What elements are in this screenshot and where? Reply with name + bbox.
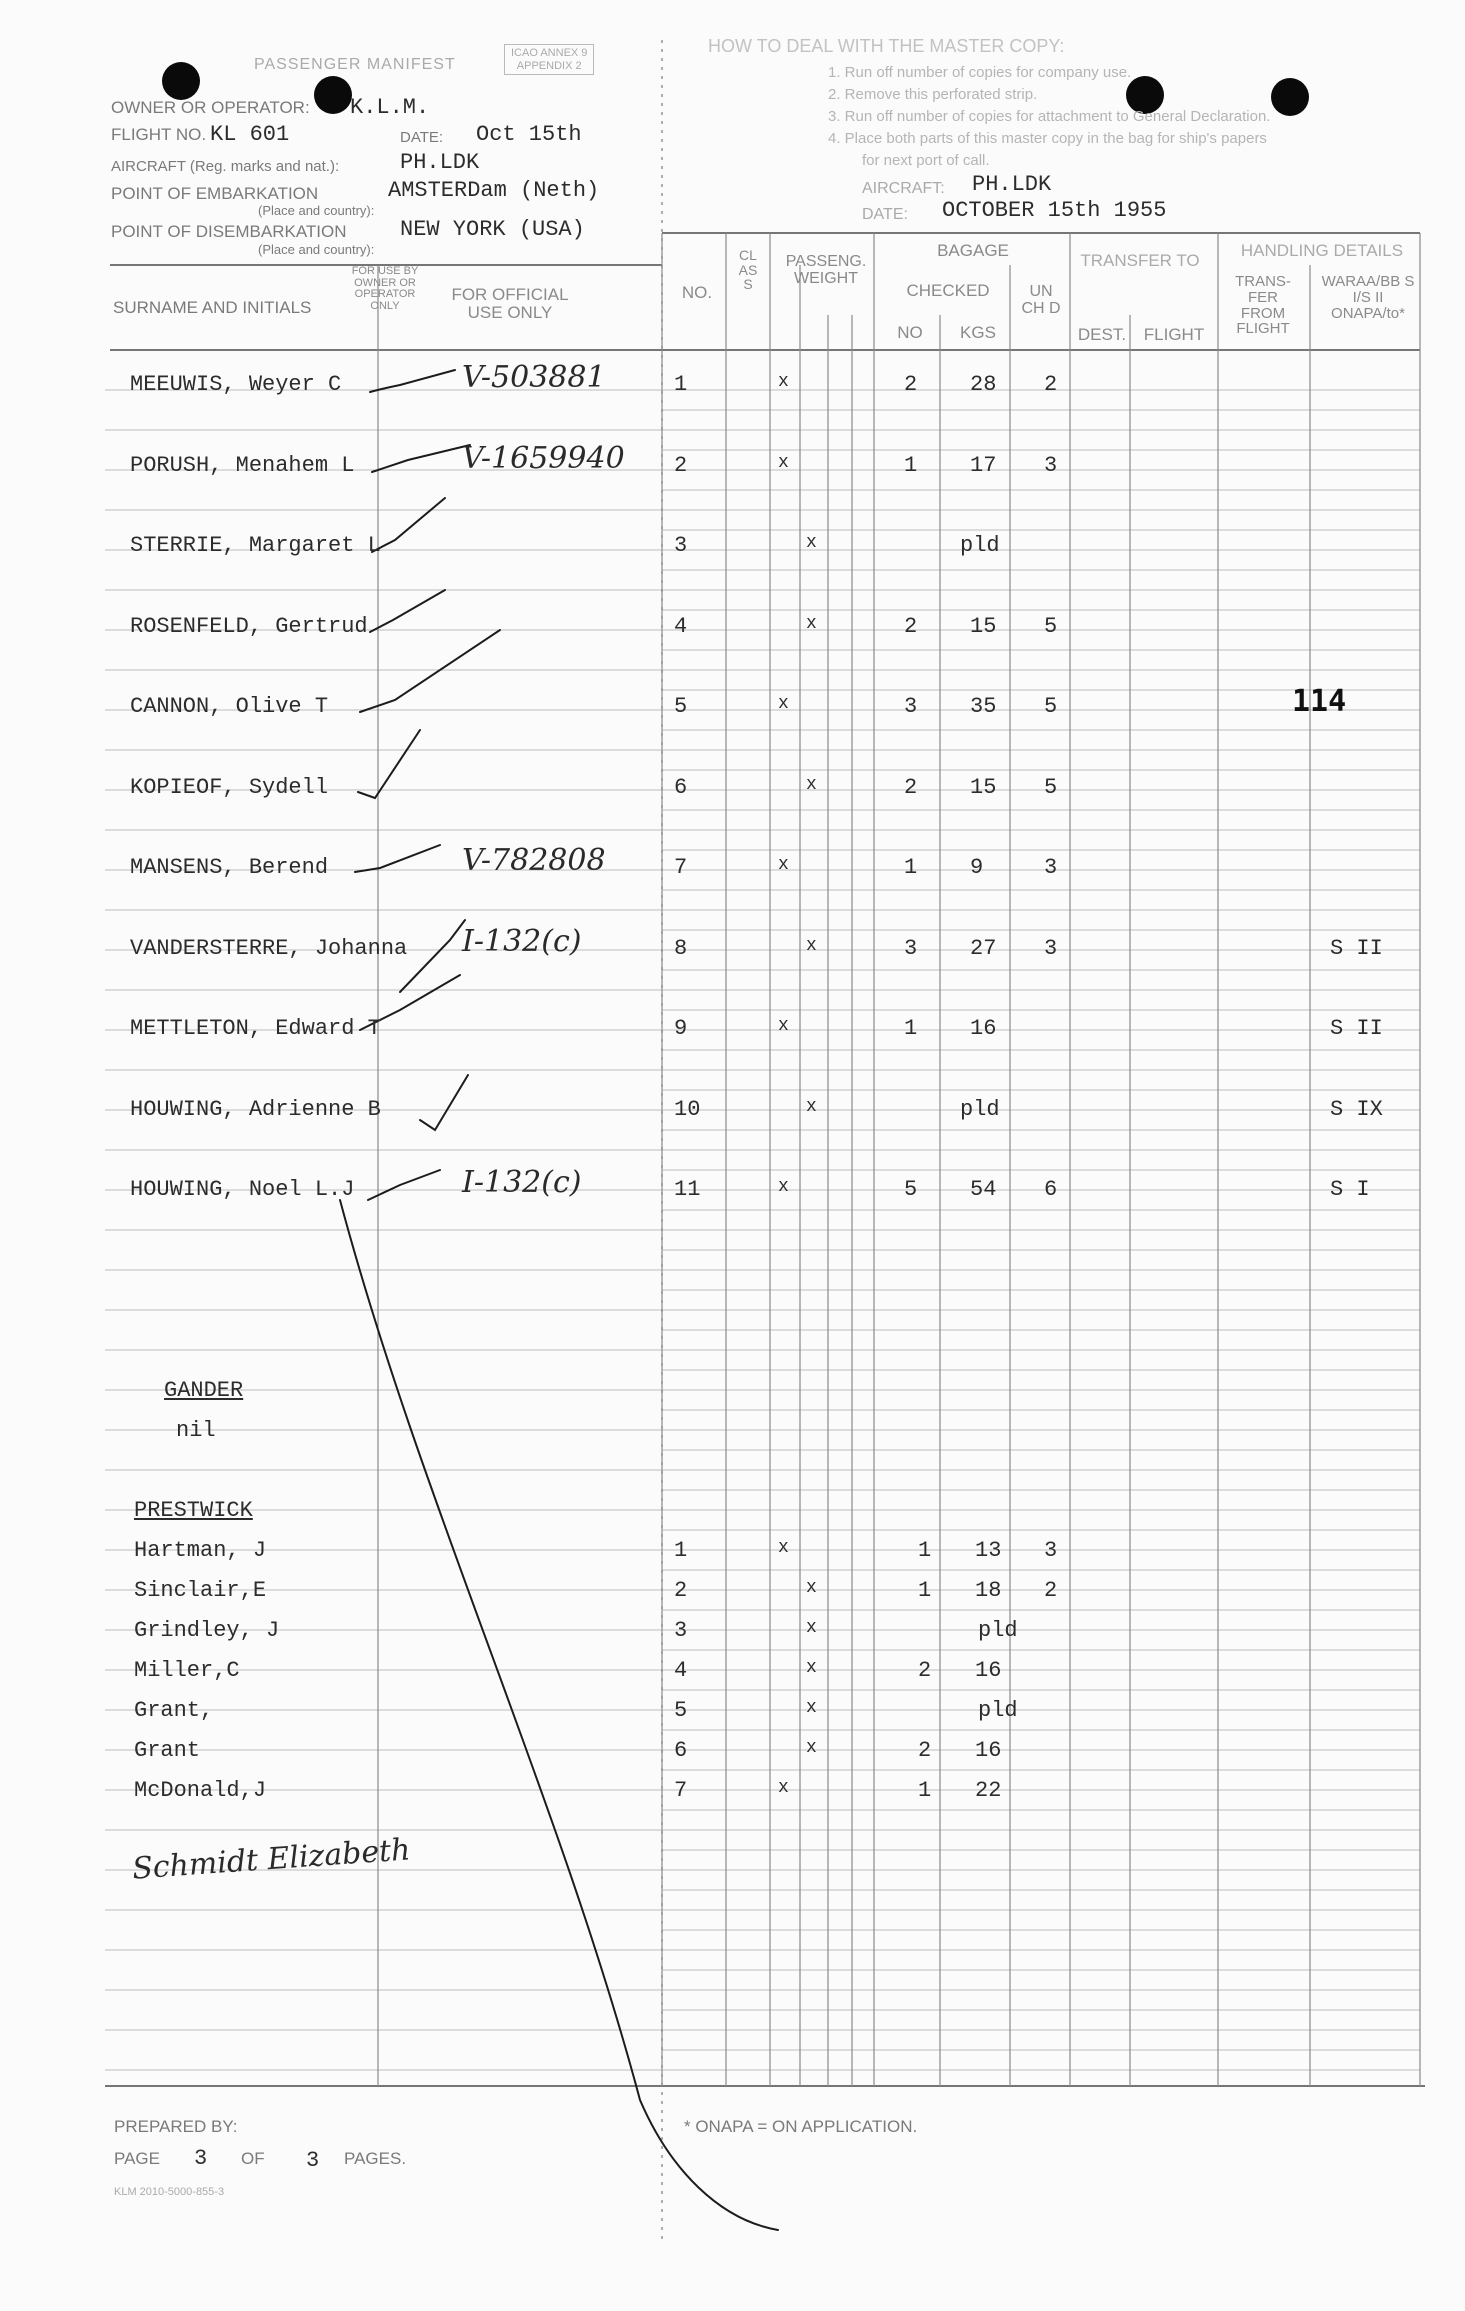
bag-unchecked: 2	[1044, 372, 1058, 397]
prestwick-unchecked: 3	[1044, 1538, 1058, 1563]
aircraft-label: AIRCRAFT (Reg. marks and nat.):	[111, 158, 340, 175]
header-unchd: UN CH D	[1021, 283, 1061, 317]
prestwick-class: x	[806, 1698, 817, 1718]
page-value: 3	[194, 2146, 208, 2171]
date-label: DATE:	[400, 129, 444, 146]
prestwick-kgs: 13	[975, 1538, 1002, 1563]
prestwick-no: 5	[674, 1698, 688, 1723]
prestwick-kgs: 16	[975, 1658, 1002, 1683]
prestwick-bag-count: 1	[918, 1578, 932, 1603]
header-no: NO.	[681, 283, 713, 302]
prestwick-no: 1	[674, 1538, 688, 1563]
header-bagage: BAGAGE	[937, 241, 1009, 260]
official-use-note: V-1659940	[462, 440, 625, 476]
bag-kgs: 17	[970, 452, 997, 478]
instruction-item: 4. Place both parts of this master copy in the bag for ship's papers	[828, 130, 1267, 147]
passenger-class: x	[778, 452, 789, 473]
of-label: OF	[241, 2149, 265, 2168]
passenger-no: 10	[674, 1096, 701, 1122]
instructions-title: HOW TO DEAL WITH THE MASTER COPY:	[708, 36, 1065, 56]
passenger-no: 9	[674, 1016, 688, 1041]
bag-count: 2	[904, 613, 918, 639]
header-waraa: WARAA/BB S I/S II ONAPA/to*	[1321, 273, 1415, 322]
bag-unchecked: 5	[1044, 774, 1058, 800]
handling-detail: S IX	[1330, 1096, 1383, 1122]
header-for-use: FOR USE BY OWNER OR OPERATOR ONLY	[351, 265, 419, 312]
header-class: CLASS	[738, 247, 758, 293]
instruction-item: 1. Run off number of copies for company use.	[828, 64, 1132, 81]
disembark-label: POINT OF DISEMBARKATION	[111, 222, 347, 241]
disembark-sub: (Place and country):	[258, 242, 375, 257]
header-kgs: KGS	[960, 323, 996, 342]
handling-detail: S II	[1330, 935, 1383, 961]
bag-kgs: 54	[970, 1177, 997, 1202]
bag-unchecked: 6	[1044, 1177, 1058, 1202]
bag-count: 1	[904, 855, 918, 880]
passenger-class: x	[806, 774, 817, 795]
bag-unchecked: 3	[1044, 452, 1058, 478]
prepared-by-label: PREPARED BY:	[114, 2117, 238, 2136]
embark-value: AMSTERDam (Neth)	[388, 178, 600, 203]
prestwick-name: Grindley, J	[134, 1618, 280, 1643]
bag-count: 2	[904, 774, 918, 800]
header-bag-no: NO	[897, 323, 923, 342]
annex-line: APPENDIX 2	[516, 59, 582, 72]
bag-kgs: 15	[970, 774, 997, 800]
bag-unchecked: 5	[1044, 613, 1058, 639]
header-dest: DEST.	[1077, 325, 1127, 344]
bag-kgs: pld	[960, 533, 1000, 558]
prestwick-class: x	[806, 1658, 817, 1678]
bag-count: 5	[904, 1177, 918, 1202]
header-flight: FLIGHT	[1143, 325, 1205, 344]
instruction-item: 2. Remove this perforated strip.	[828, 86, 1038, 103]
prestwick-name: McDonald,J	[134, 1778, 267, 1803]
gander-value: nil	[176, 1418, 216, 1443]
pages-label: PAGES.	[344, 2149, 407, 2168]
prestwick-class: x	[778, 1778, 789, 1798]
passenger-no: 4	[674, 613, 688, 639]
bag-kgs: 15	[970, 613, 997, 639]
page-label: PAGE	[114, 2149, 160, 2168]
prestwick-name: Grant	[134, 1738, 201, 1763]
flight-value: KL 601	[210, 122, 290, 147]
passenger-no: 1	[674, 372, 688, 397]
official-use-note: I-132(c)	[462, 1165, 582, 1200]
official-use-note: I-132(c)	[462, 923, 582, 959]
prestwick-class: x	[778, 1538, 789, 1558]
prestwick-name: Hartman, J	[134, 1538, 267, 1563]
prestwick-kgs: 16	[975, 1738, 1002, 1763]
embark-label: POINT OF EMBARKATION	[111, 184, 319, 203]
passenger-name: STERRIE, Margaret L	[130, 533, 381, 558]
gander-title: GANDER	[164, 1378, 244, 1403]
passenger-name: VANDERSTERRE, Johanna	[130, 935, 408, 961]
bag-kgs: 27	[970, 935, 997, 961]
header-checked: CHECKED	[906, 281, 990, 300]
passenger-name: CANNON, Olive T	[130, 694, 329, 719]
prestwick-name: Grant,	[134, 1698, 214, 1723]
passenger-name: KOPIEOF, Sydell	[130, 774, 329, 800]
prestwick-unchecked: 2	[1044, 1578, 1058, 1603]
passenger-class: x	[806, 533, 817, 553]
onapa-note: * ONAPA = ON APPLICATION.	[684, 2117, 918, 2136]
form-code: KLM 2010-5000-855-3	[114, 2186, 225, 2198]
prestwick-class: x	[806, 1578, 817, 1598]
instr-aircraft-value: PH.LDK	[972, 172, 1052, 197]
bag-count: 1	[904, 1016, 918, 1041]
prestwick-title: PRESTWICK	[134, 1498, 253, 1523]
bag-unchecked: 3	[1044, 935, 1058, 961]
page-number-stamp: 114	[1292, 684, 1347, 719]
passenger-name: MEEUWIS, Weyer C	[130, 372, 342, 397]
header-handling: HANDLING DETAILS	[1240, 241, 1404, 260]
prestwick-bag-count: 2	[918, 1658, 932, 1683]
passenger-class: x	[806, 1096, 817, 1117]
handling-detail: S II	[1330, 1016, 1383, 1041]
bag-kgs: pld	[960, 1096, 1000, 1122]
passenger-name: HOUWING, Adrienne B	[130, 1096, 381, 1122]
prestwick-class: x	[806, 1618, 817, 1638]
passenger-class: x	[806, 613, 817, 634]
passenger-class: x	[778, 1016, 789, 1036]
prestwick-bag-count: 1	[918, 1778, 932, 1803]
signature: Schmidt Elizabeth	[131, 1832, 412, 1887]
bag-kgs: 28	[970, 372, 997, 397]
passenger-class: x	[778, 694, 789, 714]
handling-detail: S I	[1330, 1177, 1370, 1202]
header-transfer: TRANSFER TO	[1080, 251, 1200, 270]
aircraft-value: PH.LDK	[400, 150, 480, 175]
prestwick-no: 3	[674, 1618, 688, 1643]
passenger-no: 2	[674, 452, 688, 478]
date-value: Oct 15th	[476, 122, 582, 147]
passenger-class: x	[778, 1177, 789, 1197]
annex-label	[504, 44, 594, 75]
passenger-class: x	[806, 935, 817, 956]
prestwick-kgs: 18	[975, 1578, 1002, 1603]
instr-date-value: OCTOBER 15th 1955	[942, 198, 1167, 223]
bag-count: 3	[904, 694, 918, 719]
passenger-no: 5	[674, 694, 688, 719]
bag-count: 1	[904, 452, 918, 478]
prestwick-no: 6	[674, 1738, 688, 1763]
passenger-name: PORUSH, Menahem L	[130, 452, 355, 478]
bag-count: 3	[904, 935, 918, 961]
bag-kgs: 16	[970, 1016, 997, 1041]
passenger-class: x	[778, 855, 789, 875]
prestwick-no: 2	[674, 1578, 688, 1603]
header-transfer-from: TRANS-FER FROM FLIGHT	[1235, 273, 1291, 338]
passenger-name: HOUWING, Noel L.J	[130, 1177, 355, 1202]
prestwick-class: x	[806, 1738, 817, 1758]
prestwick-kgs: pld	[978, 1698, 1018, 1723]
header-official: FOR OFFICIAL USE ONLY	[451, 285, 569, 322]
official-use-note: V-782808	[462, 843, 606, 878]
passenger-no: 3	[674, 533, 688, 558]
bag-unchecked: 5	[1044, 694, 1058, 719]
prestwick-bag-count: 1	[918, 1538, 932, 1563]
passenger-name: METTLETON, Edward T	[130, 1016, 381, 1041]
prestwick-kgs: 22	[975, 1778, 1002, 1803]
prestwick-kgs: pld	[978, 1618, 1018, 1643]
bag-unchecked: 3	[1044, 855, 1058, 880]
passenger-class: x	[778, 372, 789, 392]
bag-kgs: 35	[970, 694, 997, 719]
passenger-no: 8	[674, 935, 688, 961]
passenger-no: 6	[674, 774, 688, 800]
passenger-no: 11	[674, 1177, 701, 1202]
owner-label: OWNER OR OPERATOR:	[111, 98, 310, 117]
owner-value: K.L.M.	[350, 95, 430, 120]
passenger-name: ROSENFELD, Gertrud	[130, 613, 368, 639]
prestwick-name: Miller,C	[134, 1658, 240, 1683]
instruction-item: 3. Run off number of copies for attachment to General Declaration.	[828, 108, 1271, 125]
disembark-value: NEW YORK (USA)	[400, 217, 585, 242]
embark-sub: (Place and country):	[258, 203, 375, 218]
passenger-name: MANSENS, Berend	[130, 855, 329, 880]
header-passeng: PASSENG. WEIGHT	[785, 253, 867, 287]
bag-kgs: 9	[970, 855, 984, 880]
instr-aircraft-label: AIRCRAFT:	[862, 180, 945, 197]
manifest-title: PASSENGER MANIFEST	[254, 56, 456, 73]
header-surname: SURNAME AND INITIALS	[113, 298, 312, 317]
prestwick-no: 4	[674, 1658, 688, 1683]
annex-line: ICAO ANNEX 9	[511, 47, 588, 59]
prestwick-bag-count: 2	[918, 1738, 932, 1763]
official-use-note: V-503881	[462, 360, 606, 395]
passenger-no: 7	[674, 855, 688, 880]
prestwick-name: Sinclair,E	[134, 1578, 267, 1603]
instr-date-label: DATE:	[862, 206, 908, 223]
prestwick-no: 7	[674, 1778, 688, 1803]
pages-value: 3	[306, 2148, 320, 2173]
instruction-item: for next port of call.	[862, 152, 990, 169]
bag-count: 2	[904, 372, 918, 397]
flight-label: FLIGHT NO.	[111, 125, 207, 144]
